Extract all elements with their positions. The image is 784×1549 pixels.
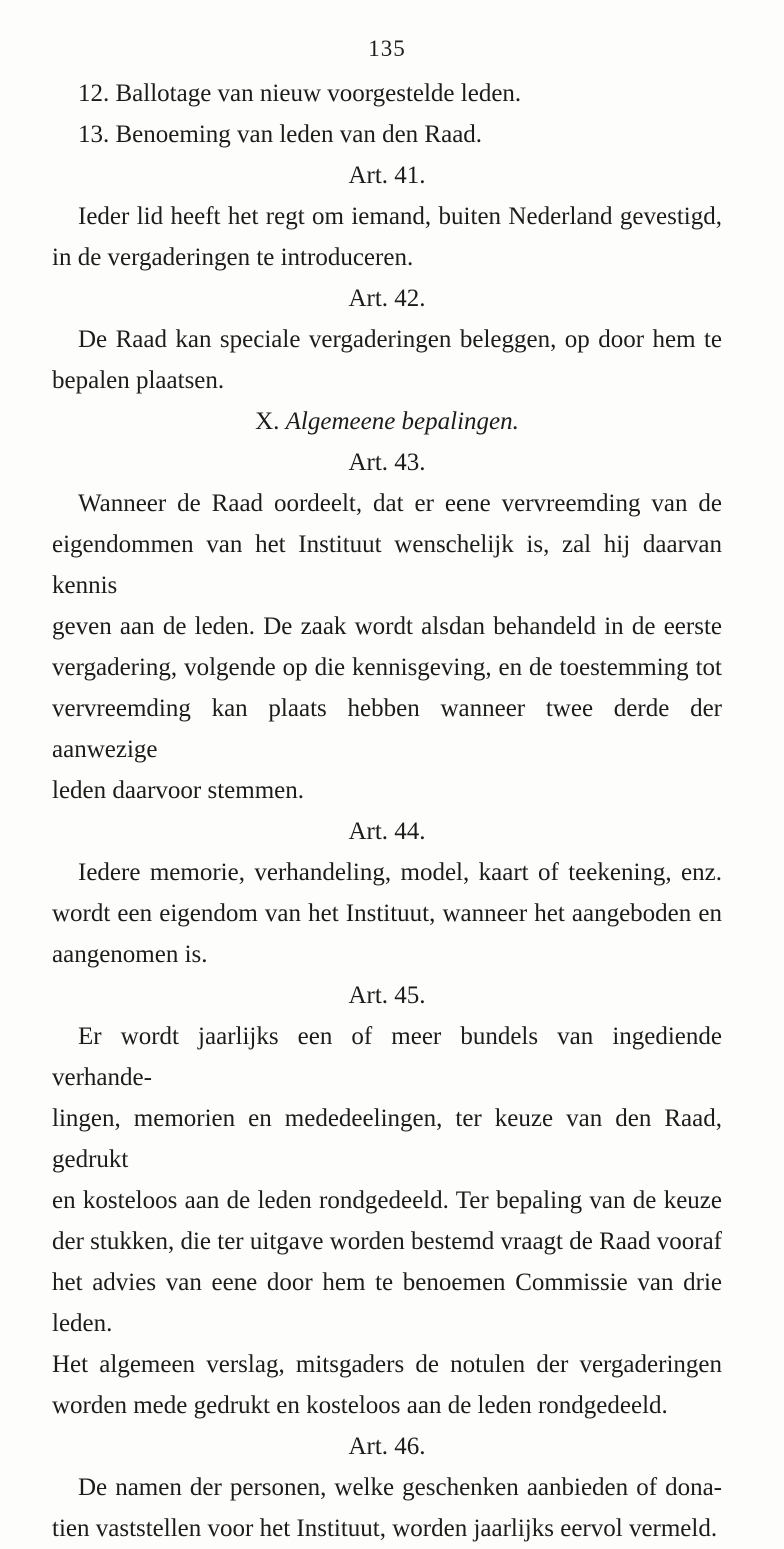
chapter-number: X. [255,408,280,435]
paragraph-line: lingen, memorien en mededeelingen, ter keuze van den Raad, gedrukt [52,1105,722,1173]
article-paragraph [52,1016,722,1426]
paragraph-line: het advies van eene door hem te benoemen Commissie van drie leden. [52,1269,722,1337]
paragraph-line: tien vaststellen voor het Instituut, worden jaarlijks eervol vermeld. [52,1515,718,1542]
article-heading: Art. 45. [348,982,426,1009]
paragraph-line: bepalen plaatsen. [52,367,225,394]
article-paragraph [52,1467,722,1549]
paragraph-line: aangenomen is. [52,941,208,968]
article-paragraph [52,483,722,811]
paragraph-line: leden daarvoor stemmen. [52,777,304,804]
paragraph-line: Wanneer de Raad oordeelt, dat er eene vervreemding van de [78,490,722,517]
chapter-title: Algemeene bepalingen. [285,408,519,435]
paragraph-line: Ieder lid heeft het regt om iemand, buiten Nederland gevestigd, [78,203,722,230]
paragraph-line: eigendommen van het Instituut wenschelijk is, zal hij daarvan kennis [52,531,722,599]
paragraph-line: in de vergaderingen te introduceren. [52,244,414,271]
paragraph-line: Het algemeen verslag, mitsgaders de notulen der vergaderingen [52,1351,722,1378]
document-page [52,28,722,1549]
paragraph-line: worden mede gedrukt en kosteloos aan de leden rondgedeeld. [52,1392,668,1419]
list-item: 13. Benoeming van leden van den Raad. [78,121,483,148]
paragraph-line: Er wordt jaarlijks een of meer bundels van ingediende verhande- [52,1023,722,1091]
article-paragraph [52,319,722,401]
paragraph-line: De namen der personen, welke geschenken aanbieden of dona- [78,1474,722,1501]
paragraph-line: vergadering, volgende op die kennisgeving, en de toestemming tot [52,654,722,681]
article-paragraph [52,852,722,975]
article-heading: Art. 46. [348,1433,426,1460]
paragraph-line: wordt een eigendom van het Instituut, wanneer het aangeboden en [52,900,722,927]
article-heading: Art. 43. [348,449,426,476]
paragraph-line: der stukken, die ter uitgave worden bestemd vraagt de Raad vooraf [52,1228,722,1255]
article-paragraph [52,196,722,278]
list-item: 12. Ballotage van nieuw voorgestelde leden. [78,80,522,107]
paragraph-line: Iedere memorie, verhandeling, model, kaart of teekening, enz. [78,859,722,886]
paragraph-line: De Raad kan speciale vergaderingen beleggen, op door hem te [78,326,722,353]
article-heading: Art. 41. [348,162,426,189]
paragraph-line: geven aan de leden. De zaak wordt alsdan behandeld in de eerste [52,613,722,640]
chapter-heading [52,401,722,442]
page-number: 135 [368,36,406,61]
paragraph-line: vervreemding kan plaats hebben wanneer twee derde der aanwezige [52,695,722,763]
article-heading: Art. 42. [348,285,426,312]
article-heading: Art. 44. [348,818,426,845]
paragraph-line: en kosteloos aan de leden rondgedeeld. Ter bepaling van de keuze [52,1187,722,1214]
